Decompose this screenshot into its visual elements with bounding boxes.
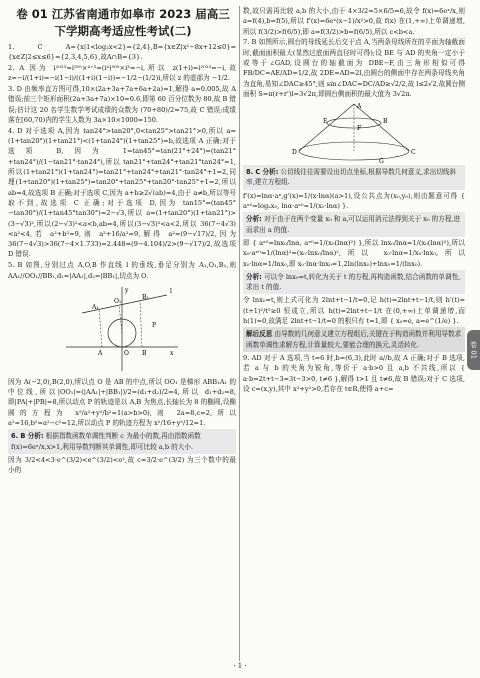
page-number: · 1 ·	[233, 662, 247, 670]
reflection-box-text: 由导数的几何意义建立方程组后,关键在于构造函数并利用导数求函数单调性求解方程,计算量较大,要能合理的换元,灵活转化.	[246, 330, 462, 349]
fig1-label-B1: B₁	[142, 293, 149, 301]
fig2-label-C: C	[411, 149, 416, 157]
analysis-box-8c	[243, 270, 465, 295]
fig2-label-F: F	[357, 125, 362, 133]
answer-7: 7. B 如图所示,圆台的母线延长后交于点 A,当两条母线所在的平面为轴截面时,截面面积最大(显然过底面两直径时可得);设 BE 与 AD 的夹角一定小于或等于∠GAD,设圆台的轴截面为 DBE−F,由三角形相似可得 FB/DC=AE/AD=1/2,故 2DE=AD=2l,由圆台的侧面中存在两条母线夹角为直角,易知∠DAC≥45°,则 sin∠DAC=DC/AD≥√2/2,故 l≤2√2,故圆台侧面积 S=π(r+r')l=3√2π,即圆台侧面积的最大值为 3√2π.	[243, 38, 465, 98]
exam-title-line2: 下学期高考适应性考试(二)	[54, 24, 192, 38]
column-divider	[239, 6, 240, 661]
fig2-label-E: E	[323, 118, 328, 126]
answer-6-cont: 因为 3/2<4<3·e^(3/2)<e^(3/2)<e²,故 c=3/2·e^(3/2) 为三个数中的最小的	[8, 455, 236, 475]
exam-title-line1: 卷 01 江苏省南通市如皋市 2023 届高三	[16, 7, 230, 21]
fig1-label-l: l	[170, 287, 172, 295]
analysis-box-8b-tag: 分析:	[246, 215, 262, 224]
perp-a	[99, 309, 102, 347]
answer-2: 2. A 因为 i²⁰²³=i⁵⁰⁵×⁴⁺³=(i⁴)⁵⁰⁵×i³=−i,所以 z(1+i)=i²⁰²³=−i,故 z=−i/(1+i)=−i(1−i)/((1+i)(1−i))=−1/2−(1/2)i,所以 z 的虚部为 −1/2.	[8, 64, 236, 83]
answer-9: 9. AD 对于 A 选项,当 t=6 时,b=(6,3),此时 a//b,故 A 正确;对于 B 选项,若 a 与 b 的夹角为锐角,等价于 a·b>0 且 a,b 不共线,所以 { a·b=2t+t−3=3t−3>0, t≠6 },解得 t>1 且 t≠6,故 B 错误;对于 C 选项,设 c=(x,y),其中 x²+y²>0,若存在 t∈R,使得 a+c=	[243, 353, 465, 393]
ellipse-figure	[62, 283, 182, 375]
analysis-box-8-tag: 8. C 分析:	[246, 168, 279, 177]
volume-side-tab-label: 卷 01	[469, 340, 478, 360]
fig1-label-O: O	[124, 349, 129, 357]
answer-5-cont: 因为 A(−2,0),B(2,0),所以点 O 是 AB 的中点,所以 OO₁ 是梯形 ABB₁A₁ 的中位线,所以|OO₁|=(|AA₁|+|BB₁|)/2=(d₁+d₂)/2=4,所以 d₁+d₂=8,即|PA|+|PB|=8,所以动点 P 的轨迹是以 A,B 为焦点,长轴长为 8 的椭圆,设椭圆的方程为 x²/a²+y²/b²=1(a>b>0),则 2a=8,c=2,所以 a²=16,b²=a²−c²=12,所以动点 P 的轨迹方程为 x²/16+y²/12=1.	[8, 377, 236, 428]
perp-b	[140, 301, 142, 347]
fig2-label-B: B	[383, 118, 388, 126]
reflection-box-tag: 解后反思	[246, 330, 273, 339]
analysis-box-6-tag: 6. B 分析:	[11, 432, 44, 441]
analysis-box-8b-text: 对于由于在两个变量 x₀ 和 a,可以运用消元法得到关于 x₀ 的方程,进而求出 a 的值.	[246, 215, 461, 234]
answer-8-a: f'(x)=lnα·aˣ,g'(x)=1/(x·lnα)(a>1),设公共点为(x₀,y₀),则由题意可得 { aˣ⁰=logₐx₀, lnα·aˣ⁰=1/(x₀·lnα) }.	[243, 191, 465, 211]
fig1-label-A1: A₁	[92, 303, 99, 311]
answer-4: 4. D 对于选项 A,因为 tan24°>tan20°,0<tan25°>tan21°>0,所以 a=(1+tan20°)(1+tan21°)<(1+tan24°)(1+tan25°)=b,故选项 A 正确;对于选项 B,因为 1=tan45°=tan(21°+24°)=(tan21°+tan24°)/(1−tan21°·tan24°),所以 tan21°+tan24°+tan21°tan24°=1,所以(1+tan21°)(1+tan24°)=tan21°+tan24°+tan21°·tan24°+1=2,同理(1+tan20°)(1+tan25°)=tan20°+tan25°+tan20°·tan25°+1=2,所以 ab=4,故选项 B 正确;对于选项 C,因为 a+b≥2√(ab)=4,由于 a≠b,所以等号取不到,故选项 C 正确;对于选项 D,因为 tan15°=(tan45°−tan30°)/(1+tan45°tan30°)=2−√3,所以 a=(1+tan20°)(1+tan21°)>(3−√3)²,所以(2−√3)²<a<b,ab=4,所以(3−√3)²<a<2,所以 36(7−4√3)<a²<4,若 a²+b²=9,则 a²+16/a²=9,解得 a²=(9−√17)/2,因为 36(7−4√3)>36(7−4×1.733)=2.448=(9−4.104)/2>(9−√17)/2,故选项 D 错误.	[8, 126, 236, 259]
answer-3: 3. D 由频率直方图可得,10×(2a+3a+7a+6a+2a)=1,解得 a=0.005,故 A 错误;前三个矩形面积(2a+3a+7a)×10=0.6,即第 60 百分位数为 80,故 B 错误;估计这 20 名学生数学考试成绩的众数为 (70+80)/2=75,故 C 错误;成绩落在[60,70)内的学生人数为 3a×10×1000=150.	[8, 85, 236, 125]
analysis-box-8-text: 公切线往往需要设出切点坐标,根据导数几何意义,求出切线斜率,建立方程组.	[246, 168, 457, 187]
answer-8-b: 即 { aˣ⁰=lnx₀/lnα, aˣ⁰=1/(x₀(lnα)²) },所以 lnx₀/lnα=1/(x₀(lnα)²),所以 x₀·aˣ⁰=1/(lnα)²=(x₀·lnx₀/lnα)²,所以 x₀·lnα=1/x₀·lnx₀,所以 x₀·lnα=1/lnx₀,即 x₀·lnα·lnx₀=1,2ln(lnx₀)+lnx₀=1/(lnx₀).	[243, 238, 465, 268]
fig2-label-G: G	[379, 158, 384, 164]
fig2-label-D: D	[292, 149, 297, 157]
analysis-box-6-text: 根据指数函数单调性判断 c 为最小的数,再由指数函数 f(x)=6eˣ/x,x>1,利用导数判断其单调性,即可比较 a,b 的大小.	[11, 432, 201, 451]
exam-title	[8, 6, 238, 40]
fig1-label-P: P	[152, 321, 157, 329]
answer-5: 5. B 如图,分别过点 A,O,B 作直线 l 的垂线,垂足分别为 A₁,O₁,B₁,则 AA₁//OO₁//BB₁,d₁=|AA₁|,d₂=|BB₁|,切点为 O.	[8, 261, 236, 280]
volume-side-tab	[467, 330, 480, 370]
frustum-figure	[279, 101, 429, 163]
analysis-box-8c-text: 可以令 lnx₀=t,转化为关于 t 的方程,再构造函数,结合函数的单调性,求出 t 的值.	[246, 272, 461, 292]
analysis-box-8c-tag: 分析:	[246, 272, 262, 281]
fig1-label-B: B	[142, 349, 147, 357]
fig1-label-x: x	[170, 349, 174, 357]
answer-1: 1. C A={x|1<log₂x<2}={2,4},B={x∈Z|x²−8x+12≤0}={x∈Z|2≤x≤6}={2,3,4,5,6},故A∩B={3}.	[8, 43, 236, 62]
fig1-label-O1: O₁	[114, 297, 122, 305]
reflection-box	[243, 327, 465, 352]
analysis-box-8	[243, 165, 465, 190]
analysis-box-8b	[243, 212, 465, 237]
fig2-label-A: A	[357, 103, 362, 111]
fig1-label-y: y	[125, 286, 129, 294]
fig1-label-A: A	[98, 349, 103, 357]
analysis-box-6	[8, 429, 236, 454]
answer-8-c: 令 lnx₀=t,则上式可化为 2lnt+t−1/t=0,记 h(t)=2lnt+t−1/t,则 h'(t)=(t+1)²/t²≥0 恒成立,所以 h(t)=2lnt+t−1/t 在(0,+∞)上单调递增,而 h(1)=0,故满足 2lnt+t−1/t=0 的根只有 t=1,即 { x₀=e, a=e^(1/e) }.	[243, 296, 465, 326]
answer-6-end: 数,故只需再比较 a,b 的大小,由于 4×3/2=5×6/5=6,故令 f(x)=6eˣ/x,则 a=f(4),b=f(5),所以 f'(x)=6eˣ(x−1)/x²>0,故 f(x) 在(1,+∞)上单调递增,所以 f(3/2)>f(6/5),即 a=f(3/2)>b=f(6/5),所以 c<b<a.	[243, 7, 465, 36]
right-column	[243, 6, 465, 395]
left-column	[8, 42, 236, 476]
